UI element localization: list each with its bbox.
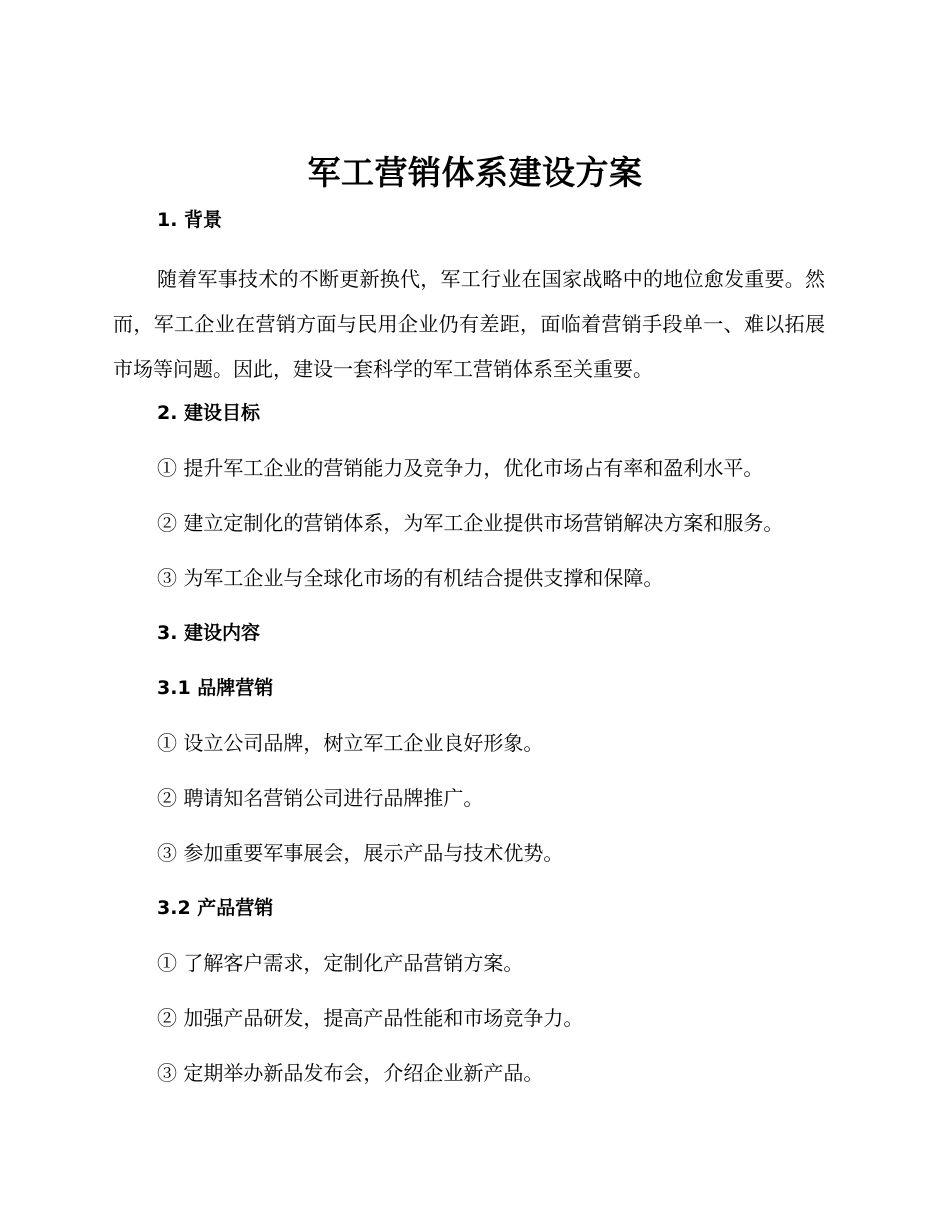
product-item: ③ 定期举办新品发布会，介绍企业新产品。 [157, 1061, 544, 1085]
goal-item: ② 建立定制化的营销体系，为军工企业提供市场营销解决方案和服务。 [157, 511, 784, 535]
section-heading-content: 3. 建设内容 [157, 622, 261, 644]
brand-item: ③ 参加重要军事展会，展示产品与技术优势。 [157, 841, 564, 865]
product-item: ② 加强产品研发，提高产品性能和市场竞争力。 [157, 1006, 584, 1030]
goal-item: ① 提升军工企业的营销能力及竞争力，优化市场占有率和盈利水平。 [157, 456, 764, 480]
section-heading-goals: 2. 建设目标 [157, 402, 261, 424]
brand-item: ① 设立公司品牌，树立军工企业良好形象。 [157, 731, 544, 755]
brand-item: ② 聘请知名营销公司进行品牌推广。 [157, 786, 484, 810]
document-title: 军工营销体系建设方案 [307, 153, 643, 192]
section-heading-background: 1. 背景 [157, 209, 223, 231]
subsection-heading-brand: 3.1 品牌营销 [157, 677, 274, 699]
goal-item: ③ 为军工企业与全球化市场的有机结合提供支撑和保障。 [157, 566, 664, 590]
product-item: ① 了解客户需求，定制化产品营销方案。 [157, 951, 524, 975]
subsection-heading-product: 3.2 产品营销 [157, 897, 274, 919]
background-paragraph: 随着军事技术的不断更新换代，军工行业在国家战略中的地位愈发重要。然而，军工企业在营销方面与民用企业仍有差距，面临着营销手段单一、难以拓展市场等问题。因此，建设一套科学的军工营销体系至关重要。 [113, 267, 825, 381]
